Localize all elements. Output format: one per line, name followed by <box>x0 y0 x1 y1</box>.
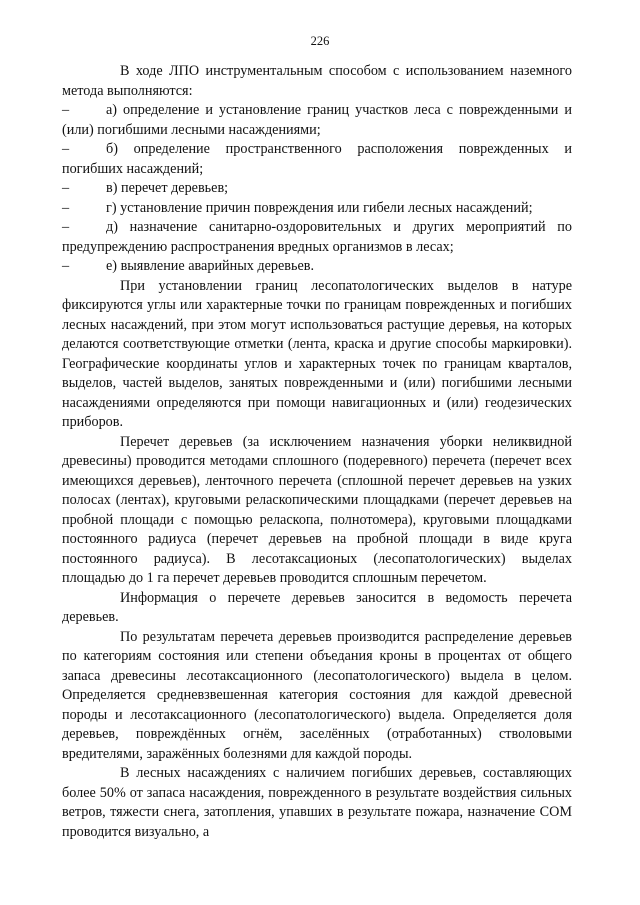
list-dash: – <box>62 199 70 216</box>
list-item-text: г) установление причин повреждения или гибели лесных насаждений; <box>106 199 533 216</box>
body-paragraph: Информация о перечете деревьев заносится в ведомость перечета деревьев. <box>62 589 572 625</box>
list-item-text: е) выявление аварийных деревьев. <box>106 258 315 274</box>
list-item <box>62 218 572 257</box>
page-number: 226 <box>310 34 330 48</box>
body-paragraph: По результатам перечета деревьев производится распределение деревьев по категориям состояния или степени объедания кроны в процентах от общего запаса древесины лесотаксационного (лесопатологического) выдела в целом. Определяется средневзвешенная категория состояния для каждой древесной породы и лесотаксационного (лесопатологического) выдела. Определяется доля деревьев, повреждённых огнём, заселённых (отработанных) стволовыми вредителями, заражённых болезнями для каждой породы. <box>62 628 572 762</box>
list-item <box>62 101 572 140</box>
list-item <box>62 140 572 179</box>
list-item <box>62 257 572 277</box>
body-paragraph: В лесных насаждениях с наличием погибших деревьев, составляющих более 50% от запаса насаждения, поврежденного в результате воздействия сильных ветров, тяжести снега, затопления, упавших в результате пожара, назначение СОМ проводится визуально, а <box>62 765 572 840</box>
document-body <box>62 62 572 842</box>
body-paragraph: При установлении границ лесопатологических выделов в натуре фиксируются углы или характерные точки по границам поврежденных и погибших лесных насаждений, при этом могут использоваться растущие деревья, на которых делаются соответствующие отметки (лента, краска и другие способы маркировки). Географические координаты углов и характерных точек по границам кварталов, выделов, частей выделов, занятых поврежденными и (или) погибшими лесными насаждениями определяются при помощи навигационных и (или) геодезических приборов. <box>62 277 572 430</box>
list-item-text: а) определение и установление границ участков леса с поврежденными и (или) погибшими лесными насаждениями; <box>62 102 572 138</box>
body-paragraph: Перечет деревьев (за исключением назначения уборки неликвидной древесины) проводится методами сплошного (подеревного) перечета (перечет всех имеющихся деревьев), ленточного перечета (сплошной перечет деревьев на узких полосах (лентах), круговыми реласкопическими площадками (перечет деревьев на пробной площади с помощью реласкопа, полнотомера), круговыми площадками постоянного радиуса (перечет деревьев на пробной площади в виде круга постоянного радиуса). В лесотаксационых (лесопатологических) выделах площадью до 1 га перечет деревьев проводится сплошным перечетом. <box>62 433 572 586</box>
list-item-text: б) определение пространственного расположения поврежденных и погибших насаждений; <box>62 141 572 177</box>
list-dash: – <box>62 180 70 196</box>
list-dash: – <box>62 219 70 235</box>
list-item-text: в) перечет деревьев; <box>106 180 229 196</box>
list-dash: – <box>62 141 70 157</box>
list-item-text: д) назначение санитарно-оздоровительных и других мероприятий по предупреждению распространения вредных организмов в лесах; <box>62 219 572 255</box>
list-item <box>62 199 572 219</box>
intro-paragraph: В ходе ЛПО инструментальным способом с использованием наземного метода выполняются: <box>62 63 572 99</box>
list-dash: – <box>62 258 70 274</box>
list-item <box>62 179 572 199</box>
list-dash: – <box>62 102 70 118</box>
